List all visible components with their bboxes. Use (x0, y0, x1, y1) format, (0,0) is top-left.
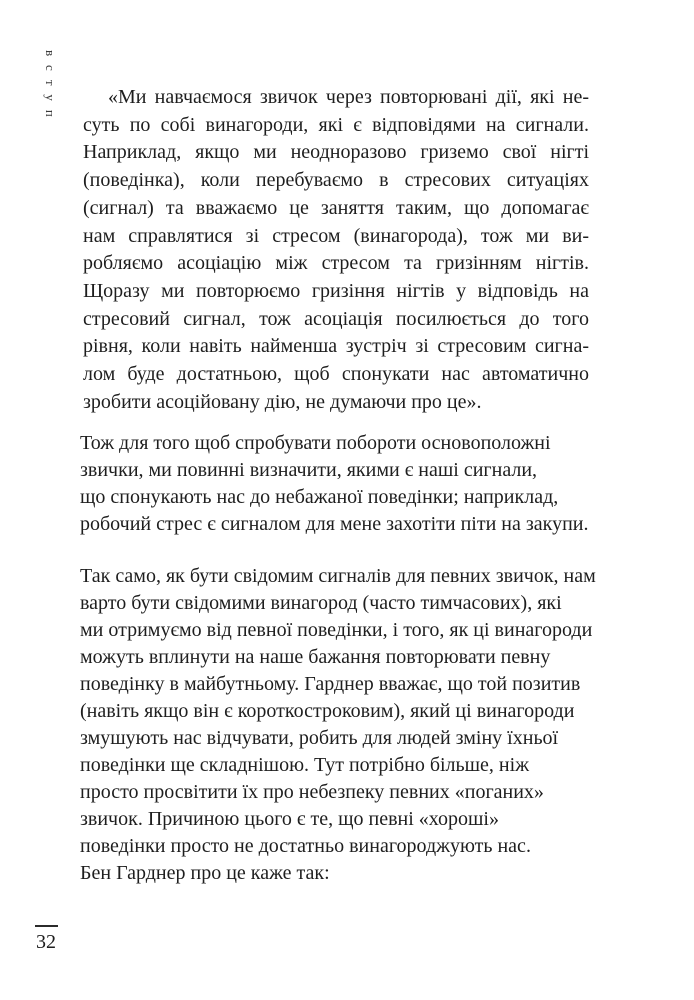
text-line: можуть вплинути на наше бажання повторювати певну (80, 646, 551, 668)
text-line: варто бути свідомими винагород (часто тимчасових), які (80, 592, 562, 614)
footer-rule (35, 925, 58, 927)
text-line: робочий стрес є сигналом для мене захотіти піти на закупи. (80, 513, 589, 535)
text-line: просто просвітити їх про небезпеку певних «поганих» (80, 781, 544, 803)
text-line: Бен Гарднер про це каже так: (80, 862, 330, 884)
text-line: Тож для того щоб спробувати побороти основоположні (80, 432, 551, 454)
text-line: робляємо асоціацію між стресом та гризінням нігтів. (83, 252, 589, 275)
text-line: поведінки просто не достатньо винагороджують нас. (80, 835, 531, 857)
text-line: стресовий сигнал, тож асоціація посилюється до того (83, 307, 589, 330)
paragraph (80, 563, 596, 887)
text-line: Наприклад, якщо ми неодноразово гриземо свої нігті (83, 141, 589, 164)
text-line: зробити асоційовану дію, не думаючи про це». (83, 390, 482, 413)
text-line: звички, ми повинні визначити, якими є наші сигнали, (80, 459, 538, 481)
text-line: звичок. Причиною цього є те, що певні «хороші» (80, 808, 499, 830)
text-line: «Ми навчаємося звичок через повторювані дії, які не- (108, 86, 589, 108)
text-line: поведінки ще складнішою. Тут потрібно більше, ніж (80, 754, 530, 776)
text-line: рівня, коли навіть найменша зустріч зі стресовим сигна- (83, 335, 589, 358)
block-quote (83, 84, 589, 416)
chapter-side-label: вступ (43, 50, 58, 126)
text-line: Так само, як бути свідомим сигналів для певних звичок, нам (80, 565, 596, 587)
text-line: (сигнал) та вважаємо це заняття таким, що допомагає (83, 196, 589, 219)
text-line: Щоразу ми повторюємо гризіння нігтів у відповідь на (83, 279, 589, 302)
text-line: ми отримуємо від певної поведінки, і того, як ці винагороди (80, 619, 593, 641)
text-line: нам справлятися зі стресом (винагорода), тож ми ви- (83, 224, 589, 247)
text-line: (навіть якщо він є короткостроковим), який ці винагороди (80, 700, 575, 722)
text-line: поведінку в майбутньому. Гарднер вважає, що той позитив (80, 673, 581, 695)
text-line: (поведінка), коли перебуваємо в стресових ситуаціях (83, 169, 589, 192)
page-number: 32 (36, 931, 56, 953)
text-line: що спонукають нас до небажаної поведінки; наприклад, (80, 486, 559, 508)
paragraph (80, 430, 588, 538)
text-line: лом буде достатньою, щоб спонукати нас автоматично (83, 363, 589, 386)
text-line: суть по собі винагороди, які є відповідями на сигнали. (83, 113, 589, 136)
text-line: змушують нас відчувати, робить для людей зміну їхньої (80, 727, 559, 749)
